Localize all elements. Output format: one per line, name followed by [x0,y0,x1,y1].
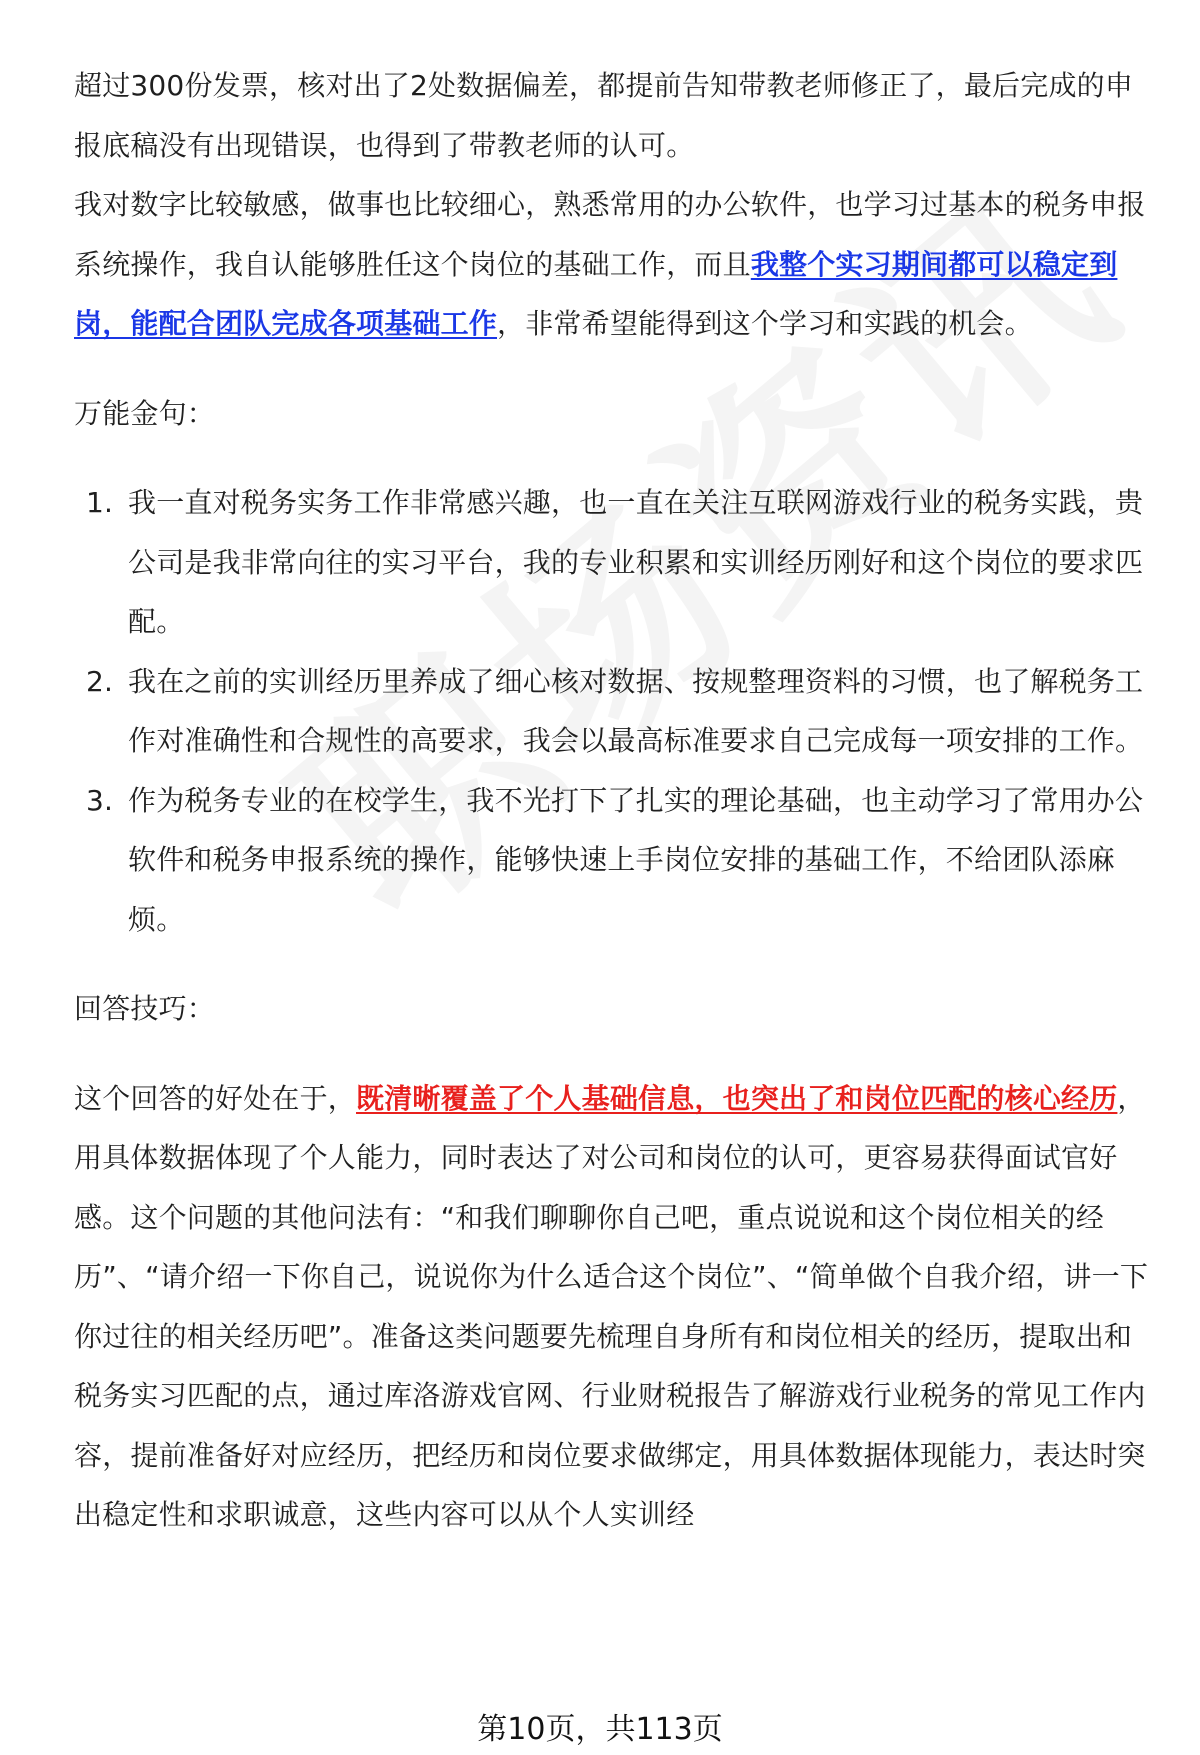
section-label-golden: 万能金句： [74,396,216,430]
list-item [74,771,1154,950]
paragraph-intro-2 [74,175,1154,354]
paragraph-text: ，用具体数据体现了个人能力，同时表达了对公司和岗位的认可，更容易获得面试官好感。这个问题的其他问法有：“和我们聊聊你自己吧，重点说说和这个岗位相关的经历”、“请介绍一下你自己，说说你为什么适合这个岗位”、“简单做个自我介绍，讲一下你过往的相关经历吧”。准备这类问题要先梳理自身所有和岗位相关的经历，提取出和税务实习匹配的点，通过库洛游戏官网、行业财税报告了解游戏行业税务的常见工作内容，提前准备好对应经历，把经历和岗位要求做绑定，用具体数据体现能力，表达时突出稳定性和求职诚意，这些内容可以从个人实训经 [74,1081,1149,1531]
section-label-tips: 回答技巧： [74,992,216,1025]
spacer [74,443,1154,473]
page-content [74,56,1154,1545]
paragraph-text: 我对数字比较敏感，做事也比较细心，熟悉常用的办公软件，也学习过基本的税务申报系统操作，我自认能够胜任这个岗位的基础工作，而且 [74,188,1146,281]
paragraph-intro-1: 超过300份发票，核对出了2处数据偏差，都提前告知带教老师修正了，最后完成的申报底稿没有出现错误，也得到了带教老师的认可。 [74,69,1134,162]
spacer [74,1039,1154,1069]
highlight-red: 既清晰覆盖了个人基础信息，也突出了和岗位匹配的核心经历 [356,1081,1118,1115]
spacer [74,354,1154,384]
list-number: 1. [86,486,114,519]
list-text: 作为税务专业的在校学生，我不光打下了扎实的理论基础，也主动学习了常用办公软件和税务申报系统的操作，能够快速上手岗位安排的基础工作，不给团队添麻烦。 [128,783,1144,936]
list-text: 我一直对税务实务工作非常感兴趣，也一直在关注互联网游戏行业的税务实践，贵公司是我非常向往的实习平台，我的专业积累和实训经历刚好和这个岗位的要求匹配。 [128,486,1144,638]
highlight-blue: 我整个实习期间都可以稳定到岗，能配合团队完成各项基础工作 [74,247,1118,340]
page-number-footer: 第10页，共113页 [477,1712,723,1747]
paragraph-tips [74,1069,1154,1545]
list-number: 2. [86,664,114,698]
list-number: 3. [86,783,114,817]
list-item [74,473,1154,652]
paragraph-text: 这个回答的好处在于， [74,1081,357,1115]
list-text: 我在之前的实训经历里养成了细心核对数据、按规整理资料的习惯，也了解税务工作对准确性和合规性的高要求，我会以最高标准要求自己完成每一项安排的工作。 [128,664,1144,757]
spacer [74,949,1154,979]
paragraph-text: ，非常希望能得到这个学习和实践的机会。 [497,307,1033,340]
list-item [74,652,1154,771]
golden-sentence-list [74,473,1154,949]
